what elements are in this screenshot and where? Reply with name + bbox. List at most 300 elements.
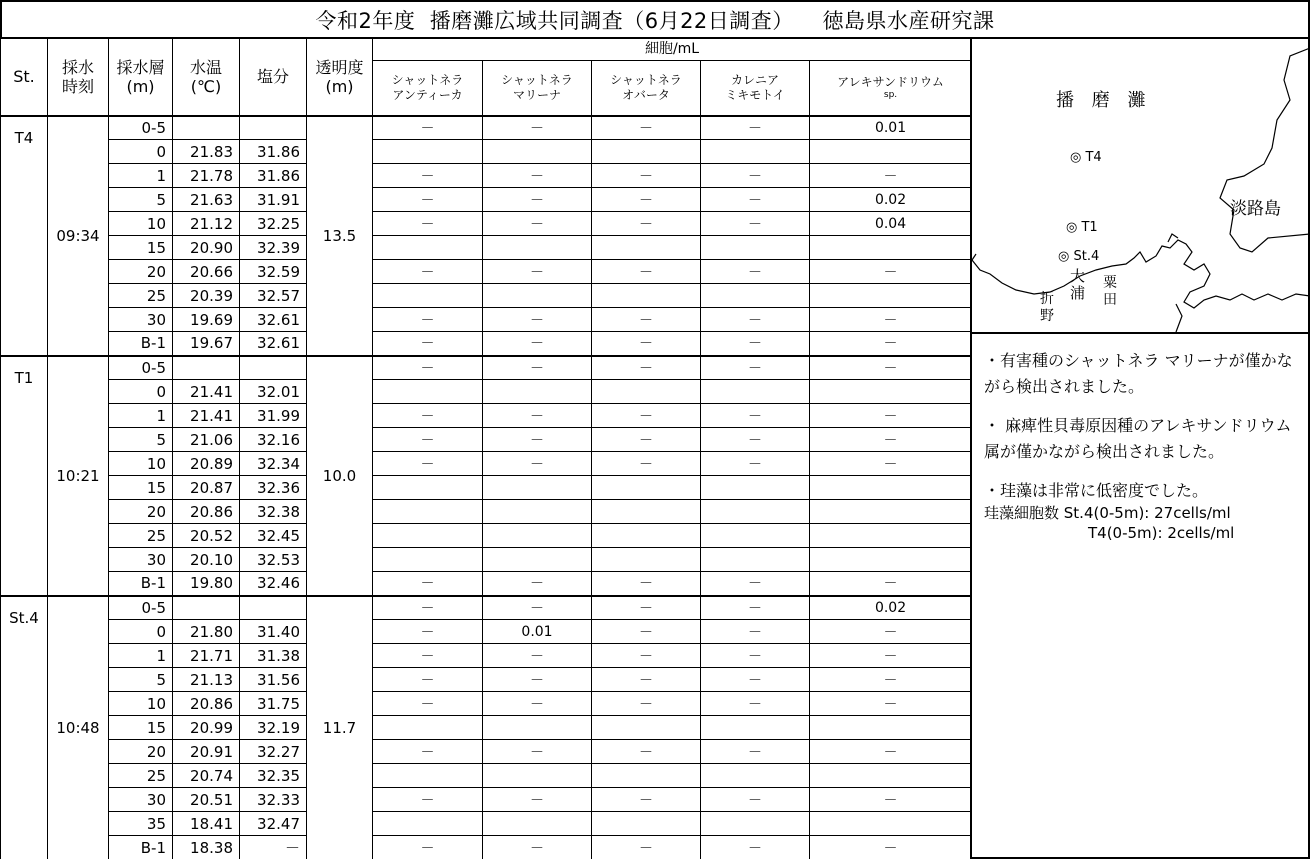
depth-cell: 25 (109, 284, 173, 308)
cell-density: － (701, 212, 810, 236)
temp-cell: 21.13 (173, 668, 240, 692)
cell-density (810, 140, 972, 164)
temp-cell: 20.86 (173, 692, 240, 716)
table-row (1, 140, 972, 164)
table-row (1, 764, 972, 788)
cell-density (483, 140, 592, 164)
depth-cell: 1 (109, 404, 173, 428)
cell-density: － (373, 596, 483, 620)
salinity-cell: 32.61 (240, 332, 307, 356)
temp-cell: 20.10 (173, 548, 240, 572)
map-coastline (972, 38, 1310, 332)
temp-cell: 19.80 (173, 572, 240, 596)
table-row (1, 500, 972, 524)
table-row (1, 668, 972, 692)
temp-cell (173, 596, 240, 620)
cell-density: － (592, 788, 701, 812)
header-layer-l2: (m) (126, 76, 155, 96)
cell-density: － (592, 428, 701, 452)
cell-density (483, 524, 592, 548)
cell-density: － (483, 260, 592, 284)
cell-density: － (483, 644, 592, 668)
cell-density (810, 716, 972, 740)
cell-density (701, 716, 810, 740)
cell-density (701, 380, 810, 404)
map-sea-label: 播 磨 灘 (1056, 90, 1152, 111)
header-species-l1: シャットネラ (501, 72, 573, 87)
cell-density: － (701, 788, 810, 812)
table-header (1, 39, 972, 116)
cell-density: － (373, 428, 483, 452)
salinity-cell (240, 596, 307, 620)
salinity-cell: 32.39 (240, 236, 307, 260)
cell-density: － (483, 188, 592, 212)
cell-density: － (373, 356, 483, 380)
map-t4-label: ◎ T4 (1070, 150, 1102, 165)
cell-density: － (701, 404, 810, 428)
header-time-l2: 時刻 (61, 76, 94, 96)
cell-density (592, 812, 701, 836)
salinity-cell: 32.34 (240, 452, 307, 476)
cell-density (373, 380, 483, 404)
cell-density: － (701, 308, 810, 332)
cell-density: － (701, 188, 810, 212)
cell-density (592, 716, 701, 740)
diatom-count-st4: 珪藻細胞数 St.4(0-5m): 27cells/ml (984, 503, 1231, 522)
cell-density (483, 548, 592, 572)
cell-density: － (592, 164, 701, 188)
salinity-cell: 32.53 (240, 548, 307, 572)
cell-density: － (483, 668, 592, 692)
header-species-l2: オバータ (622, 87, 670, 102)
cell-density (701, 476, 810, 500)
depth-cell: B-1 (109, 332, 173, 356)
cell-density: － (701, 116, 810, 140)
cell-density (592, 764, 701, 788)
station-name: T4 (1, 116, 48, 356)
salinity-cell: 32.45 (240, 524, 307, 548)
cell-density: － (373, 212, 483, 236)
table-row (1, 428, 972, 452)
table-row (1, 572, 972, 596)
table-row (1, 596, 972, 620)
cell-density: － (701, 692, 810, 716)
cell-density: － (373, 572, 483, 596)
temp-cell: 20.52 (173, 524, 240, 548)
header-time-l1: 採水 (61, 57, 94, 77)
depth-cell: B-1 (109, 572, 173, 596)
header-species-l1: カレニア (730, 72, 779, 87)
salinity-cell: 32.33 (240, 788, 307, 812)
cell-density (483, 500, 592, 524)
cell-density: － (810, 404, 972, 428)
cell-density: － (483, 356, 592, 380)
cell-density: － (592, 404, 701, 428)
salinity-cell: 32.25 (240, 212, 307, 236)
depth-cell: 0-5 (109, 596, 173, 620)
cell-density (592, 524, 701, 548)
cell-density: － (810, 308, 972, 332)
header-species-ovata (592, 61, 701, 116)
header-species-marina (483, 61, 592, 116)
cell-density (373, 500, 483, 524)
salinity-cell: 32.61 (240, 308, 307, 332)
cell-density: － (592, 116, 701, 140)
cell-density (701, 764, 810, 788)
cell-density: － (592, 356, 701, 380)
sampling-time: 09:34 (48, 116, 109, 356)
depth-cell: 15 (109, 716, 173, 740)
depth-cell: 0-5 (109, 116, 173, 140)
cell-density (592, 140, 701, 164)
cell-density: － (373, 692, 483, 716)
table-row (1, 548, 972, 572)
cell-density: － (373, 620, 483, 644)
cell-density (810, 548, 972, 572)
table-row (1, 164, 972, 188)
salinity-cell: 32.38 (240, 500, 307, 524)
cell-density: － (373, 788, 483, 812)
depth-cell: 10 (109, 452, 173, 476)
map-town-oriya: 折 野 (1040, 291, 1054, 324)
temp-cell: 21.63 (173, 188, 240, 212)
cell-density (483, 476, 592, 500)
cell-density: － (810, 668, 972, 692)
temp-cell: 18.38 (173, 836, 240, 859)
table-row (1, 524, 972, 548)
cell-density: － (701, 572, 810, 596)
depth-cell: 1 (109, 644, 173, 668)
cell-density: － (373, 404, 483, 428)
header-species-l2: マリーナ (512, 87, 561, 102)
cell-density: － (810, 788, 972, 812)
cell-density: － (592, 332, 701, 356)
cell-density (701, 140, 810, 164)
table-row (1, 116, 972, 140)
salinity-cell: 32.16 (240, 428, 307, 452)
cell-density: － (373, 644, 483, 668)
note-diatom: ・珪藻は非常に低密度でした。 (984, 481, 1209, 501)
cell-density: － (483, 332, 592, 356)
cell-density: － (373, 836, 483, 859)
cell-density (483, 236, 592, 260)
depth-cell: 0 (109, 140, 173, 164)
table-row (1, 788, 972, 812)
table-row (1, 620, 972, 644)
cell-density: － (810, 836, 972, 859)
transparency-cell: 11.7 (307, 596, 373, 859)
depth-cell: 20 (109, 740, 173, 764)
temp-cell: 20.39 (173, 284, 240, 308)
salinity-cell: 32.35 (240, 764, 307, 788)
map-st4-label: ◎ St.4 (1058, 249, 1100, 264)
cell-density: － (592, 596, 701, 620)
cell-density (810, 812, 972, 836)
cell-density: － (810, 356, 972, 380)
header-species-l2: アンティーカ (392, 87, 463, 102)
cell-density: － (701, 836, 810, 859)
cell-density: － (810, 452, 972, 476)
header-layer (109, 39, 173, 116)
temp-cell: 19.69 (173, 308, 240, 332)
header-species-l1: シャットネラ (610, 72, 682, 87)
cell-density (701, 500, 810, 524)
cell-density: 0.02 (810, 596, 972, 620)
depth-cell: 0 (109, 620, 173, 644)
depth-cell: 10 (109, 212, 173, 236)
cell-density: 0.02 (810, 188, 972, 212)
depth-cell: 15 (109, 476, 173, 500)
sampling-time: 10:48 (48, 596, 109, 859)
temp-cell: 21.41 (173, 380, 240, 404)
cell-density: － (483, 692, 592, 716)
cell-density (373, 284, 483, 308)
cell-density: － (483, 596, 592, 620)
temp-cell: 20.89 (173, 452, 240, 476)
cell-density: － (483, 404, 592, 428)
temp-cell: 20.74 (173, 764, 240, 788)
cell-density (483, 812, 592, 836)
station-group (1, 116, 972, 356)
table-row (1, 740, 972, 764)
cell-density: － (701, 620, 810, 644)
salinity-cell: 32.46 (240, 572, 307, 596)
temp-cell: 21.41 (173, 404, 240, 428)
temp-cell: 20.66 (173, 260, 240, 284)
salinity-cell: 32.27 (240, 740, 307, 764)
temp-cell: 19.67 (173, 332, 240, 356)
depth-cell: 0-5 (109, 356, 173, 380)
header-cells-group: 細胞/mL (373, 39, 972, 61)
header-station: St. (1, 39, 48, 116)
cell-density: － (701, 668, 810, 692)
table-row (1, 692, 972, 716)
cell-density: － (592, 188, 701, 212)
temp-cell: 21.06 (173, 428, 240, 452)
cell-density (810, 524, 972, 548)
cell-density (373, 236, 483, 260)
cell-density (810, 476, 972, 500)
cell-density: － (483, 788, 592, 812)
temp-cell: 20.91 (173, 740, 240, 764)
cell-density: － (810, 572, 972, 596)
cell-density: － (810, 332, 972, 356)
cell-density: － (373, 308, 483, 332)
header-species-l3: sp. (883, 89, 898, 100)
cell-density: － (701, 428, 810, 452)
cell-density: － (592, 212, 701, 236)
cell-density: － (701, 452, 810, 476)
header-species-l2: ミキモトイ (725, 87, 785, 102)
table-row (1, 836, 972, 859)
temp-cell: 20.99 (173, 716, 240, 740)
depth-cell: 1 (109, 164, 173, 188)
cell-density (592, 380, 701, 404)
table-row (1, 716, 972, 740)
table-row (1, 212, 972, 236)
temp-cell: 20.87 (173, 476, 240, 500)
cell-density: － (592, 692, 701, 716)
temp-cell: 20.90 (173, 236, 240, 260)
cell-density: － (810, 260, 972, 284)
map-town-awata: 粟 田 (1103, 275, 1117, 308)
cell-density: － (483, 452, 592, 476)
salinity-cell: 31.86 (240, 140, 307, 164)
header-transparency (307, 39, 373, 116)
header-trans-l2: (m) (325, 76, 354, 96)
cell-density: － (810, 428, 972, 452)
cell-density: 0.01 (810, 116, 972, 140)
cell-density (373, 140, 483, 164)
salinity-cell: 32.36 (240, 476, 307, 500)
cell-density (373, 524, 483, 548)
cell-density: － (483, 116, 592, 140)
cell-density (373, 764, 483, 788)
cell-density: － (483, 740, 592, 764)
temp-cell (173, 356, 240, 380)
depth-cell: 5 (109, 188, 173, 212)
cell-density (810, 500, 972, 524)
table-row (1, 308, 972, 332)
map (972, 38, 1310, 334)
header-species-l1: アレキサンドリウム (837, 74, 944, 89)
cell-density: － (483, 572, 592, 596)
cell-density: － (373, 740, 483, 764)
table-row (1, 404, 972, 428)
cell-density (373, 548, 483, 572)
cell-density: － (592, 572, 701, 596)
cell-density (810, 764, 972, 788)
cell-density: － (701, 644, 810, 668)
cell-density: 0.04 (810, 212, 972, 236)
table-row (1, 284, 972, 308)
cell-density: － (810, 740, 972, 764)
cell-density (483, 284, 592, 308)
map-town-oura: 大 浦 (1070, 267, 1086, 303)
cell-density: － (592, 620, 701, 644)
header-species-l1: シャットネラ (391, 72, 464, 87)
cell-density (373, 476, 483, 500)
salinity-cell: 31.56 (240, 668, 307, 692)
depth-cell: 25 (109, 764, 173, 788)
cell-density: － (483, 428, 592, 452)
header-trans-l1: 透明度 (315, 57, 364, 77)
cell-density: － (592, 644, 701, 668)
header-species-mikimotoi (701, 61, 810, 116)
transparency-cell: 10.0 (307, 356, 373, 596)
depth-cell: 5 (109, 668, 173, 692)
cell-density: － (701, 260, 810, 284)
salinity-cell: 31.40 (240, 620, 307, 644)
table-row (1, 476, 972, 500)
cell-density: － (483, 308, 592, 332)
cell-density (701, 812, 810, 836)
cell-density: － (592, 836, 701, 859)
cell-density: － (373, 332, 483, 356)
depth-cell: 25 (109, 524, 173, 548)
cell-density: － (373, 452, 483, 476)
table-row (1, 356, 972, 380)
page-title: 令和2年度 播磨灘広域共同調査（6月22日調査） 徳島県水産研究課 (0, 0, 1310, 39)
cell-density: － (810, 644, 972, 668)
cell-density: － (592, 668, 701, 692)
header-temp-l1: 水温 (189, 57, 222, 77)
cell-density (701, 284, 810, 308)
cell-density: － (373, 260, 483, 284)
salinity-cell: 32.59 (240, 260, 307, 284)
salinity-cell: 32.47 (240, 812, 307, 836)
header-species-antiqua (373, 61, 483, 116)
cell-density: － (483, 212, 592, 236)
depth-cell: 20 (109, 260, 173, 284)
salinity-cell: 31.91 (240, 188, 307, 212)
notes (984, 348, 1306, 545)
header-salinity: 塩分 (240, 39, 307, 116)
cell-density: － (810, 164, 972, 188)
cell-density: － (483, 164, 592, 188)
depth-cell: 10 (109, 692, 173, 716)
cell-density (592, 548, 701, 572)
map-t1-label: ◎ T1 (1066, 220, 1098, 235)
temp-cell: 18.41 (173, 812, 240, 836)
cell-density: － (592, 260, 701, 284)
transparency-cell: 13.5 (307, 116, 373, 356)
depth-cell: 5 (109, 428, 173, 452)
cell-density (592, 500, 701, 524)
salinity-cell: 31.86 (240, 164, 307, 188)
salinity-cell (240, 116, 307, 140)
header-species-alexandrium (810, 61, 972, 116)
station-group (1, 356, 972, 596)
station-name: St.4 (1, 596, 48, 859)
cell-density: － (701, 740, 810, 764)
header-temp-l2: (℃) (190, 76, 222, 96)
note-alexandrium: ・ 麻痺性貝毒原因種のアレキサンドリウム属が僅かながら検出されました。 (984, 416, 1292, 461)
table-row (1, 644, 972, 668)
depth-cell: 30 (109, 788, 173, 812)
table-row (1, 188, 972, 212)
salinity-cell: 31.99 (240, 404, 307, 428)
header-temp (173, 39, 240, 116)
note-chattonella-marina: ・有害種のシャットネラ マリーナが僅かながら検出されました。 (984, 351, 1293, 396)
cell-density (592, 236, 701, 260)
depth-cell: 30 (109, 548, 173, 572)
cell-density (701, 548, 810, 572)
station-group (1, 596, 972, 859)
cell-density (373, 812, 483, 836)
temp-cell: 21.83 (173, 140, 240, 164)
cell-density: 0.01 (483, 620, 592, 644)
cell-density: － (592, 740, 701, 764)
header-layer-l1: 採水層 (116, 57, 165, 77)
cell-density (483, 380, 592, 404)
map-island-label: 淡路島 (1230, 199, 1281, 219)
table-row (1, 452, 972, 476)
temp-cell: 21.71 (173, 644, 240, 668)
depth-cell: 0 (109, 380, 173, 404)
sampling-time: 10:21 (48, 356, 109, 596)
cell-density: － (592, 308, 701, 332)
cell-density (701, 236, 810, 260)
cell-density: － (701, 164, 810, 188)
cell-density: － (810, 692, 972, 716)
cell-density: － (373, 116, 483, 140)
header-time (48, 39, 109, 116)
cell-density: － (373, 188, 483, 212)
temp-cell (173, 116, 240, 140)
cell-density (810, 236, 972, 260)
salinity-cell: 32.57 (240, 284, 307, 308)
